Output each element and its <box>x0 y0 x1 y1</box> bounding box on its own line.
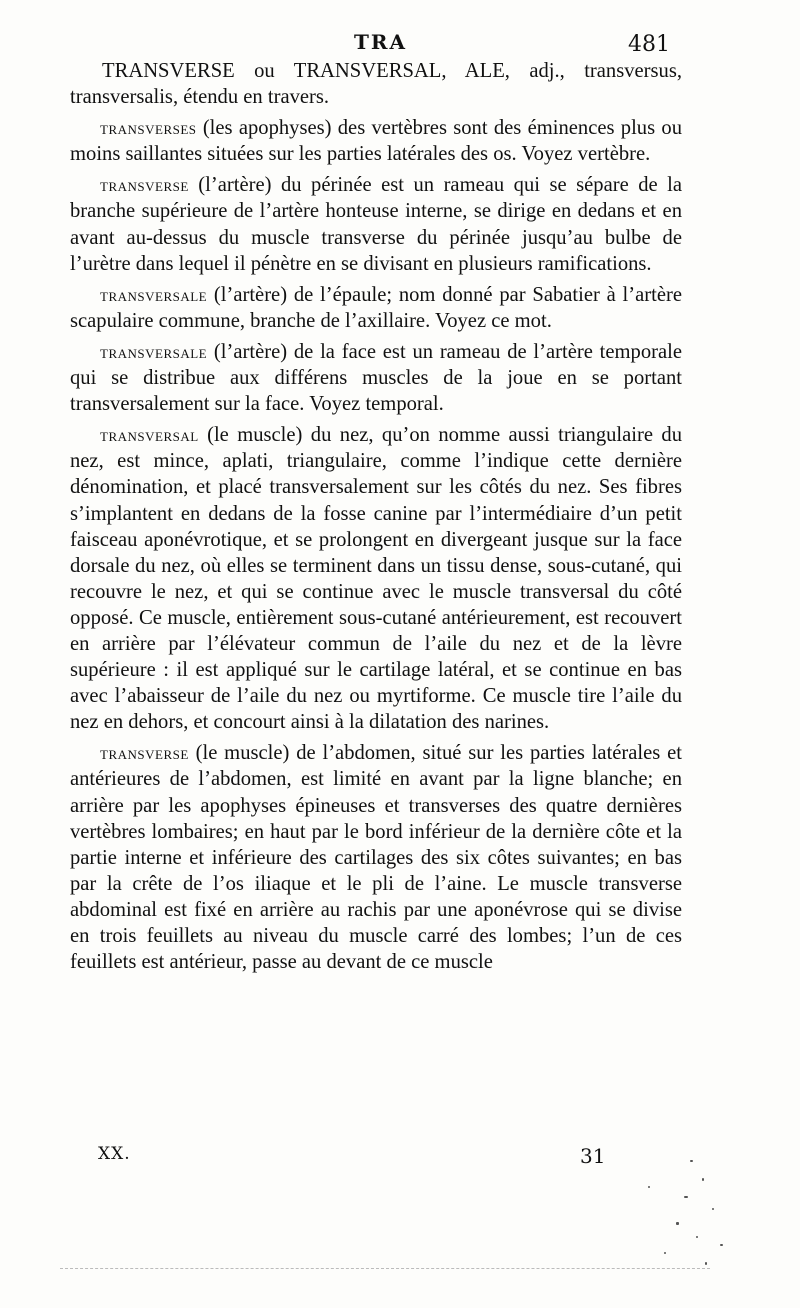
page-bottom-edge <box>60 1268 710 1269</box>
entry-muscle-abdomen <box>70 740 682 975</box>
page-footer <box>0 1144 800 1174</box>
entry-body: (les apophyses) des vertèbres sont des éminences plus ou moins saillantes situées sur les parties latérales des os. Voyez vertèbre. <box>70 117 682 166</box>
entry-artere-epaule <box>70 282 682 334</box>
entry-body: (le muscle) du nez, qu’on nomme aussi triangulaire du nez, est mince, aplati, triangulaire, comme l’indique cette dernière dénomination, et placé transversalement sur les côtés du nez. Ses fibres s’implantent en dedans de la fosse canine par l’intermédiaire d’un petit faisceau aponévrotique, et se prolongent en divergeant jusque sur la face dorsale du nez, où elles se terminent dans un tissu dense, sous-cutané, qui recouvre le nez, et qui se continue avec le muscle transversal du côté opposé. Ce muscle, entièrement sous-cutané antérieurement, est recouvert en arrière par l’élévateur commun de l’aile du nez et de la lèvre supérieure : il est appliqué sur le cartilage latéral, et se continue en bas avec l’abaisseur de l’aile du nez ou myrtiforme. Ce muscle tire l’aile du nez en dehors, et concourt ainsi à la dilatation des narines. <box>70 424 682 734</box>
entry-body: (le muscle) de l’abdomen, situé sur les parties latérales et antérieures de l’abdomen, est limité en avant par la ligne blanche; en arrière par les apophyses épineuses et transverses des quatre dernières vertèbres lombaires; en haut par le bord inférieur de la dernière côte et la partie interne et inférieure des cartilages des six côtes suivantes; en bas par la crête de l’os iliaque et le pli de l’aine. Le muscle transverse abdominal est fixé en arrière au rachis par une aponévrose qui se divise en trois feuillets au niveau du muscle carré des lombes; l’un de ces feuillets est antérieur, passe au devant de ce muscle <box>70 742 682 974</box>
entry-body: (l’artère) de la face est un rameau de l’artère temporale qui se distribue aux différens muscles de la joue en se portant transversalement sur la face. Voyez temporal. <box>70 340 682 416</box>
entry-transverse-adj <box>70 58 682 110</box>
entry-artere-face <box>70 339 682 417</box>
entry-apophyses <box>70 115 682 167</box>
page-header <box>0 30 800 60</box>
running-head: TRA <box>354 30 408 54</box>
entry-body: transversus, transversalis, étendu en travers. <box>70 60 682 109</box>
entry-headword: transversale <box>100 284 208 305</box>
entry-muscle-nez <box>70 422 682 735</box>
entry-headword: transverse <box>100 175 189 196</box>
gathering-number: 31 <box>580 1144 606 1168</box>
entry-headword: transverse <box>100 743 189 764</box>
entry-body: (l’artère) du périnée est un rameau qui se sépare de la branche supérieure de l’artère honteuse interne, se dirige en dedans et en avant au-dessus du muscle transverse du périnée jusqu’au bulbe de l’urètre dans lequel il pénètre en se divisant en plusieurs ramifications. <box>70 174 682 275</box>
page-number: 481 <box>628 32 670 57</box>
entry-headword: TRANSVERSE ou TRANSVERSAL, ALE, adj., <box>102 60 565 82</box>
signature-mark: XX. <box>98 1144 131 1164</box>
entry-artere-perinee <box>70 172 682 276</box>
entry-headword: transversale <box>100 341 208 362</box>
entry-headword: transverses <box>100 118 197 139</box>
dictionary-text <box>70 58 682 980</box>
entry-headword: transversal <box>100 425 199 446</box>
entry-body: (l’artère) de l’épaule; nom donné par Sabatier à l’artère scapulaire commune, branche de l’axillaire. Voyez ce mot. <box>70 283 682 332</box>
